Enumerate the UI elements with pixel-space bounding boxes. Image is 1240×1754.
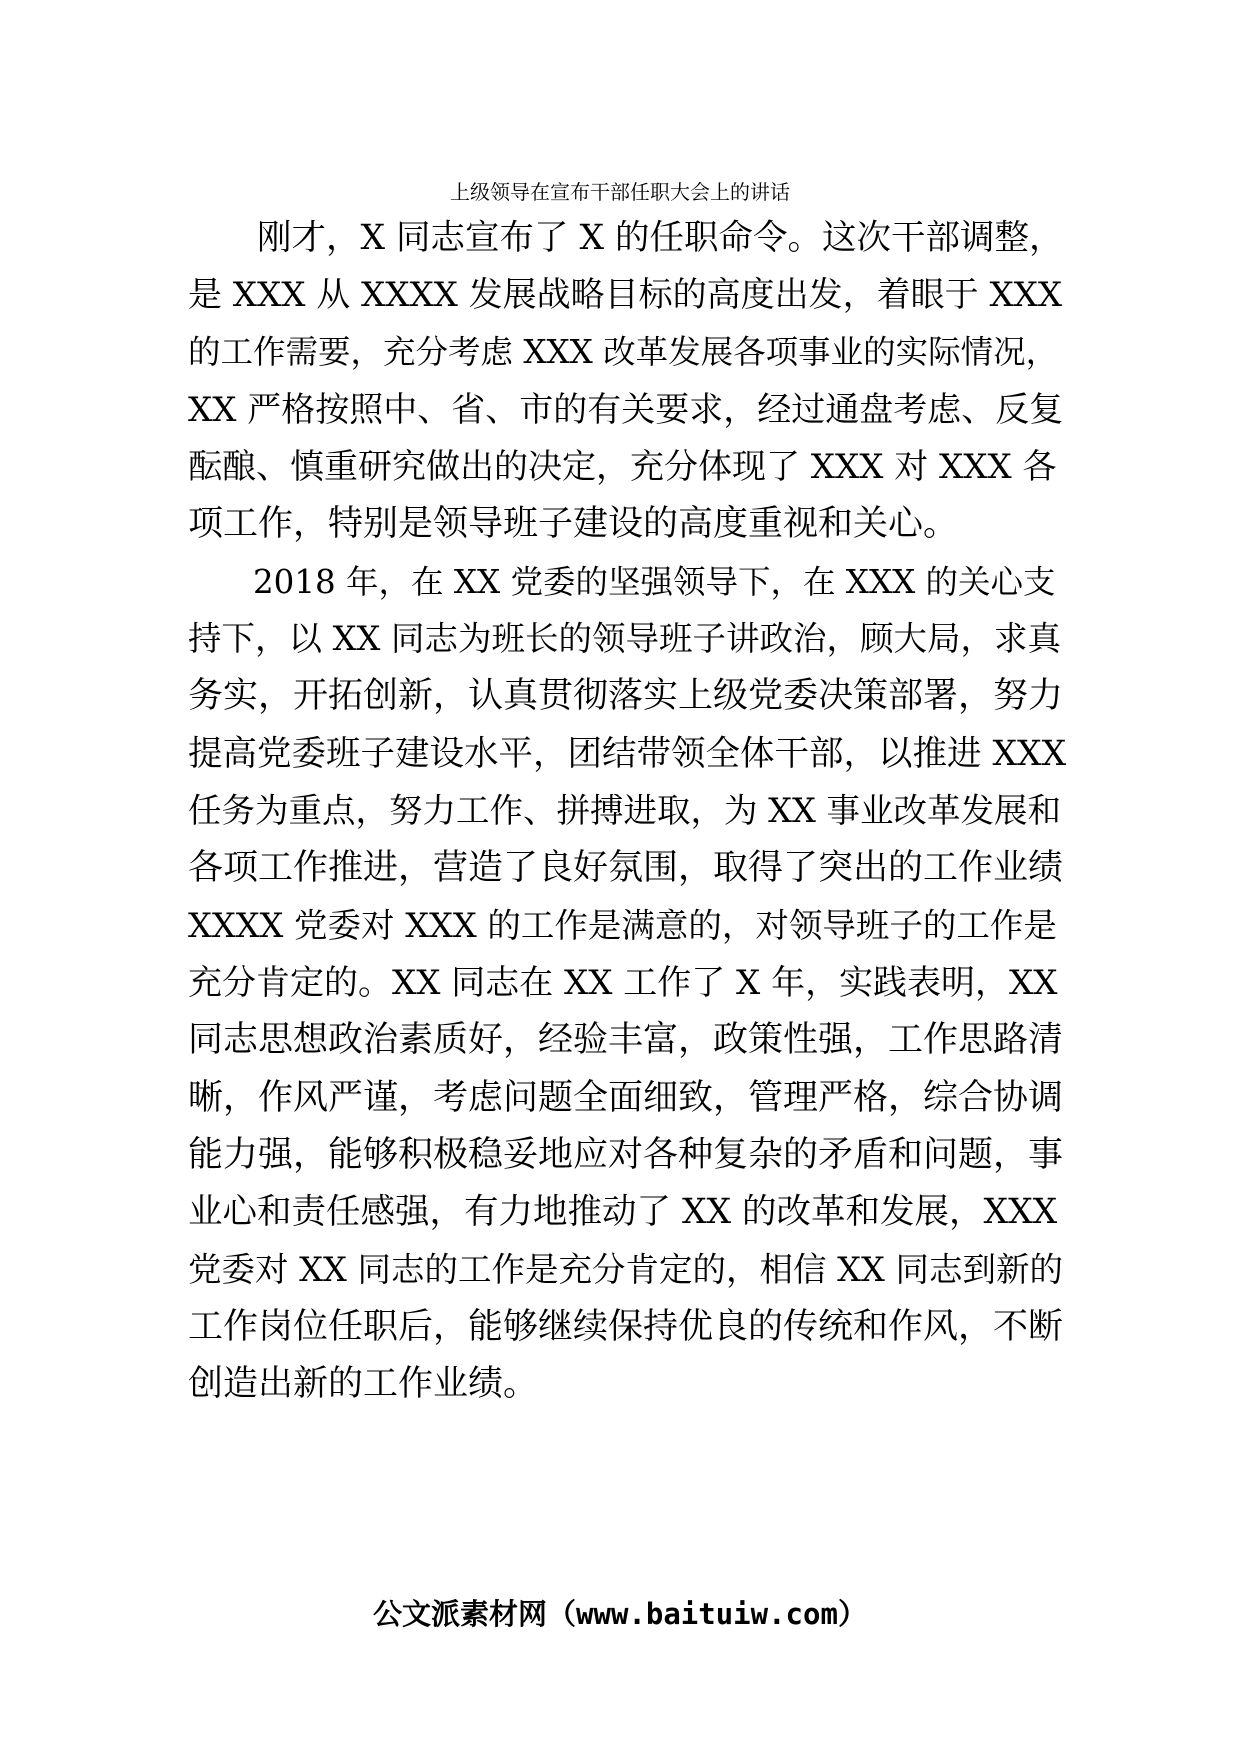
- footer-watermark: 公文派素材网（www.baituiw.com）: [373, 1597, 867, 1631]
- body-line: 持下，以 XX 同志为班长的领导班子讲政治，顾大局，求真: [188, 619, 1061, 658]
- body-line: 务实，开拓创新，认真贯彻落实上级党委决策部署，努力: [188, 676, 1064, 716]
- document-title: 上级领导在宣布干部任职大会上的讲话: [450, 180, 790, 204]
- body-line: 任务为重点，努力工作、拼搏进取，为 XX 事业改革发展和: [188, 791, 1061, 830]
- body-line: 是 XXX 从 XXXX 发展战略目标的高度出发，着眼于 XXX: [188, 275, 1063, 315]
- body-line: 晰，作风严谨，考虑问题全面细致，管理严格，综合协调: [188, 1078, 1064, 1118]
- body-line: 各项工作推进，营造了良好氛围，取得了突出的工作业绩: [188, 848, 1064, 888]
- body-line: 工作岗位任职后，能够继续保持优良的传统和作风，不断: [188, 1307, 1064, 1347]
- body-line: 业心和责任感强，有力地推动了 XX 的改革和发展，XXX: [188, 1192, 1058, 1232]
- body-line: 酝酿、慎重研究做出的决定，充分体现了 XXX 对 XXX 各: [188, 447, 1057, 487]
- body-line: 创造出新的工作业绩。: [188, 1364, 539, 1404]
- body-line: 2018 年，在 XX 党委的坚强领导下，在 XXX 的关心支: [188, 563, 1056, 601]
- body-line: 能力强，能够积极稳妥地应对各种复杂的矛盾和问题，事: [188, 1135, 1064, 1175]
- body-line: XXXX 党委对 XXX 的工作是满意的，对领导班子的工作是: [188, 906, 1057, 945]
- body-line: 党委对 XX 同志的工作是充分肯定的，相信 XX 同志到新的: [188, 1250, 1063, 1289]
- body-line: 项工作，特别是领导班子建设的高度重视和关心。: [188, 504, 959, 544]
- body-line: 的工作需要，充分考虑 XXX 改革发展各项事业的实际情况，: [188, 333, 1059, 371]
- body-line: 提高党委班子建设水平，团结带领全体干部，以推进 XXX: [188, 734, 1067, 774]
- body-line: 充分肯定的。XX 同志在 XX 工作了 X 年，实践表明，XX: [188, 963, 1058, 1003]
- body-line: 同志思想政治素质好，经验丰富，政策性强，工作思路清: [188, 1020, 1064, 1060]
- body-line: 刚才，X 同志宣布了 X 的任职命令。这次干部调整，: [188, 218, 1064, 258]
- body-line: XX 严格按照中、省、市的有关要求，经过通盘考虑、反复: [188, 390, 1064, 430]
